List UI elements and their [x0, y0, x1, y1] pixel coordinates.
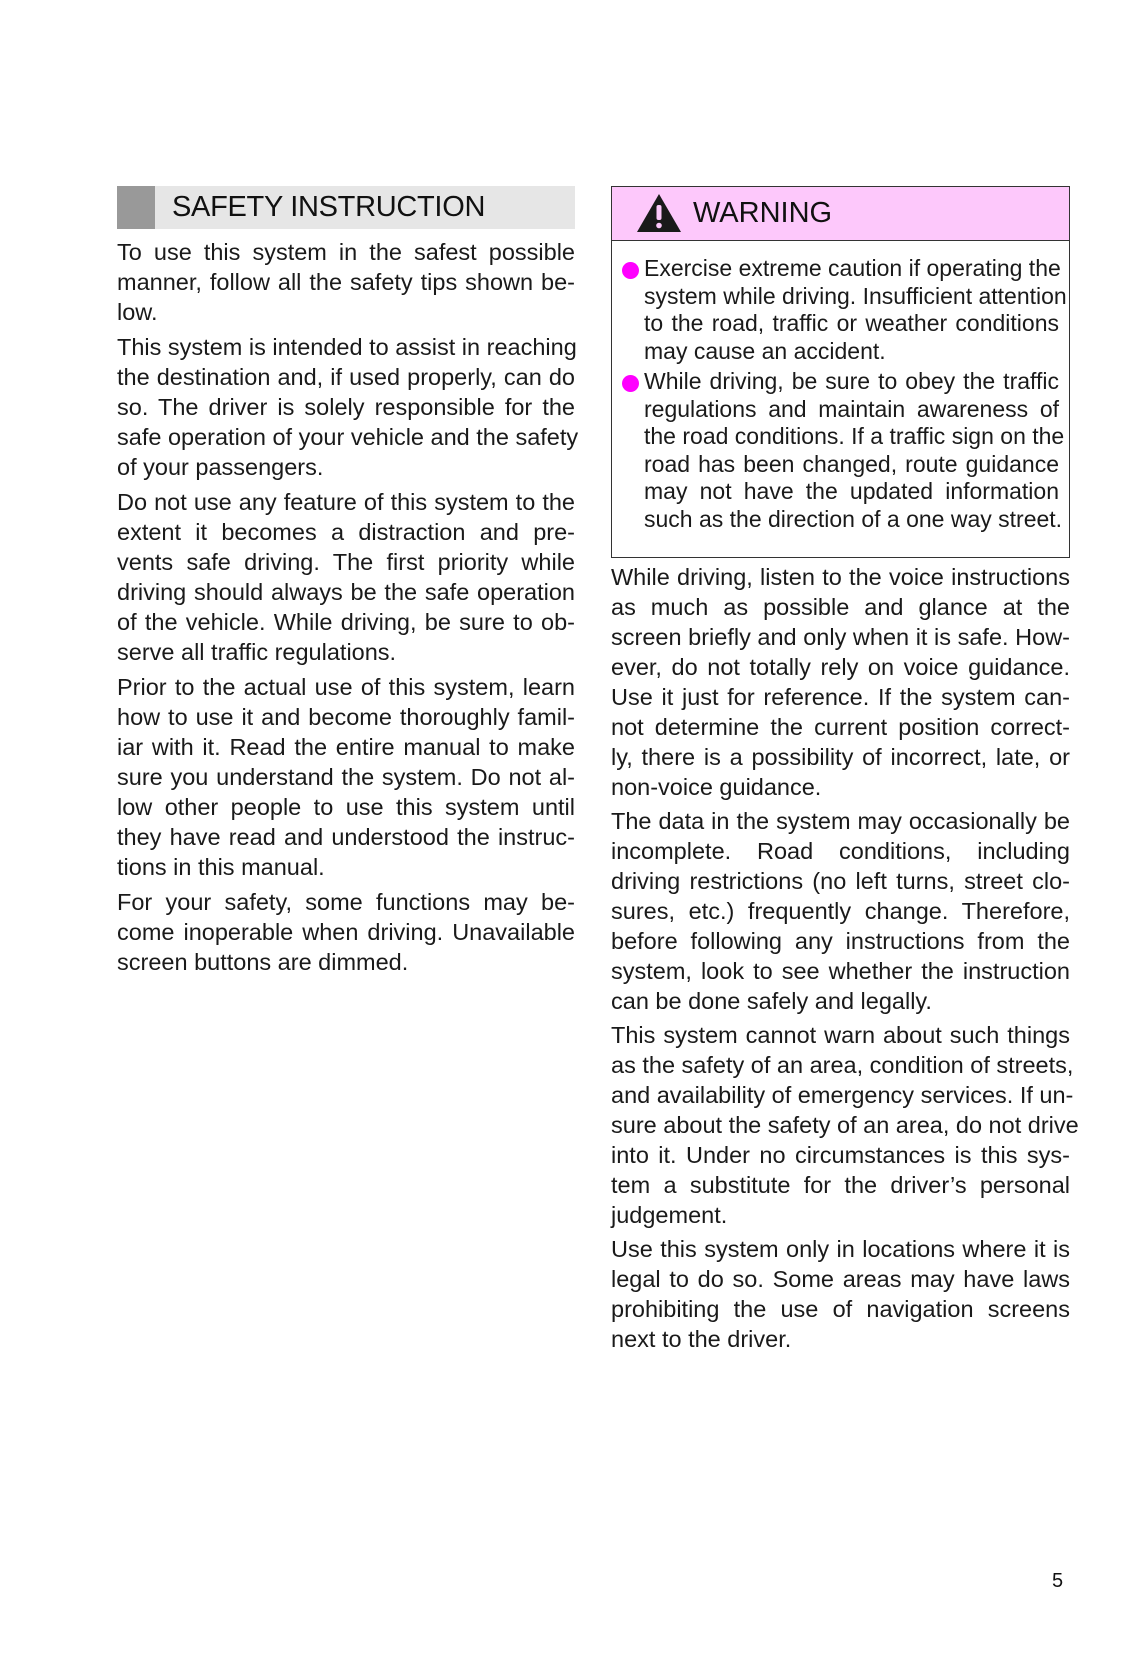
text-line: tions in this manual.	[117, 854, 325, 880]
text-line: low.	[117, 299, 158, 325]
section-marker	[117, 186, 155, 229]
text-line: screen buttons are dimmed.	[117, 949, 409, 975]
text-line: how to use it and become thoroughly famil-	[117, 704, 575, 730]
left-body	[117, 237, 579, 977]
warning-header	[612, 187, 1069, 241]
text-line: sure about the safety of an area, do not drive	[611, 1112, 1079, 1138]
text-line: screen briefly and only when it is safe. How-	[611, 624, 1070, 650]
section-title: SAFETY INSTRUCTION	[172, 191, 486, 223]
page-number: 5	[1052, 1570, 1064, 1592]
text-line: as much as possible and glance at the	[611, 594, 1070, 620]
text-line: serve all traffic regulations.	[117, 639, 397, 665]
paragraph	[611, 562, 1070, 802]
right-column	[611, 186, 1079, 1354]
text-line: incomplete. Road conditions, including	[611, 838, 1070, 864]
text-line: before following any instructions from the	[611, 928, 1070, 954]
warning-box	[611, 186, 1070, 558]
text-line: of your passengers.	[117, 454, 324, 480]
text-line: legal to do so. Some areas may have laws	[611, 1266, 1070, 1292]
bullet-icon	[622, 262, 639, 279]
text-line: not determine the current position correct-	[611, 714, 1070, 740]
text-line: tem a substitute for the driver’s personal	[611, 1172, 1070, 1198]
text-line: system while driving. Insufficient attention	[644, 282, 1067, 309]
text-line: For your safety, some functions may be-	[117, 889, 575, 915]
text-line: This system cannot warn about such things	[611, 1022, 1070, 1048]
text-line: may not have the updated information	[644, 478, 1059, 504]
warning-label: WARNING	[693, 197, 833, 229]
warning-item	[622, 368, 1065, 533]
text-line: low other people to use this system until	[117, 794, 575, 820]
text-line: This system is intended to assist in reaching	[117, 334, 577, 360]
paragraph	[117, 672, 575, 882]
left-column	[117, 186, 579, 977]
warning-triangle-icon	[636, 193, 682, 233]
text-line: ever, do not totally rely on voice guidance.	[611, 654, 1070, 680]
text-line: and availability of emergency services. If un-	[611, 1082, 1074, 1108]
paragraph	[611, 1234, 1070, 1354]
text-line: driving should always be the safe operation	[117, 579, 575, 605]
text-line: can be done safely and legally.	[611, 988, 932, 1014]
text-line: so. The driver is solely responsible for the	[117, 394, 575, 420]
text-line: safe operation of your vehicle and the safety	[117, 424, 579, 450]
text-line: may cause an accident.	[644, 337, 886, 364]
section-header	[117, 186, 575, 229]
text-line: road has been changed, route guidance	[644, 450, 1059, 477]
text-line: Exercise extreme caution if operating the	[644, 255, 1061, 281]
text-line: such as the direction of a one way street.	[644, 505, 1063, 532]
paragraph	[611, 1020, 1079, 1230]
text-line: they have read and understood the instruc-	[117, 824, 575, 850]
text-line: come inoperable when driving. Unavailable	[117, 919, 575, 945]
paragraph	[117, 332, 579, 482]
text-line: The data in the system may occasionally be	[611, 808, 1070, 834]
text-line: non-voice guidance.	[611, 774, 822, 800]
text-line: Do not use any feature of this system to the	[117, 489, 575, 515]
right-body	[611, 562, 1079, 1354]
text-line: prohibiting the use of navigation screens	[611, 1296, 1070, 1322]
text-line: Use this system only in locations where it is	[611, 1236, 1070, 1262]
text-line: sures, etc.) frequently change. Therefore,	[611, 898, 1070, 924]
text-line: judgement.	[611, 1202, 728, 1228]
paragraph	[117, 237, 575, 327]
text-line: to the road, traffic or weather conditions	[644, 310, 1059, 336]
text-line: into it. Under no circumstances is this sys-	[611, 1142, 1070, 1168]
text-line: To use this system in the safest possible	[117, 239, 575, 265]
paragraph	[117, 887, 575, 977]
text-line: Use it just for reference. If the system can-	[611, 684, 1070, 710]
text-line: next to the driver.	[611, 1326, 792, 1352]
text-line: manner, follow all the safety tips shown be-	[117, 269, 575, 295]
text-line: sure you understand the system. Do not al-	[117, 764, 575, 790]
text-line: extent it becomes a distraction and pre-	[117, 519, 575, 545]
bullet-icon	[622, 375, 639, 392]
text-line: the destination and, if used properly, can do	[117, 364, 575, 390]
text-line: of the vehicle. While driving, be sure to ob-	[117, 609, 575, 635]
text-line: iar with it. Read the entire manual to make	[117, 734, 575, 760]
text-line: regulations and maintain awareness of	[644, 395, 1059, 422]
warning-body	[612, 241, 1069, 557]
warning-item	[622, 255, 1067, 365]
paragraph	[117, 487, 575, 667]
text-line: as the safety of an area, condition of streets,	[611, 1052, 1074, 1078]
paragraph	[611, 806, 1070, 1016]
text-line: driving restrictions (no left turns, street clo-	[611, 868, 1070, 894]
text-line: system, look to see whether the instruction	[611, 958, 1070, 984]
text-line: While driving, listen to the voice instructions	[611, 564, 1070, 590]
text-line: ly, there is a possibility of incorrect, late, or	[611, 744, 1070, 770]
text-line: the road conditions. If a traffic sign on the	[644, 423, 1065, 449]
text-line: Prior to the actual use of this system, learn	[117, 674, 575, 700]
text-line: While driving, be sure to obey the traffic	[644, 368, 1059, 394]
text-line: vents safe driving. The first priority while	[117, 549, 575, 575]
